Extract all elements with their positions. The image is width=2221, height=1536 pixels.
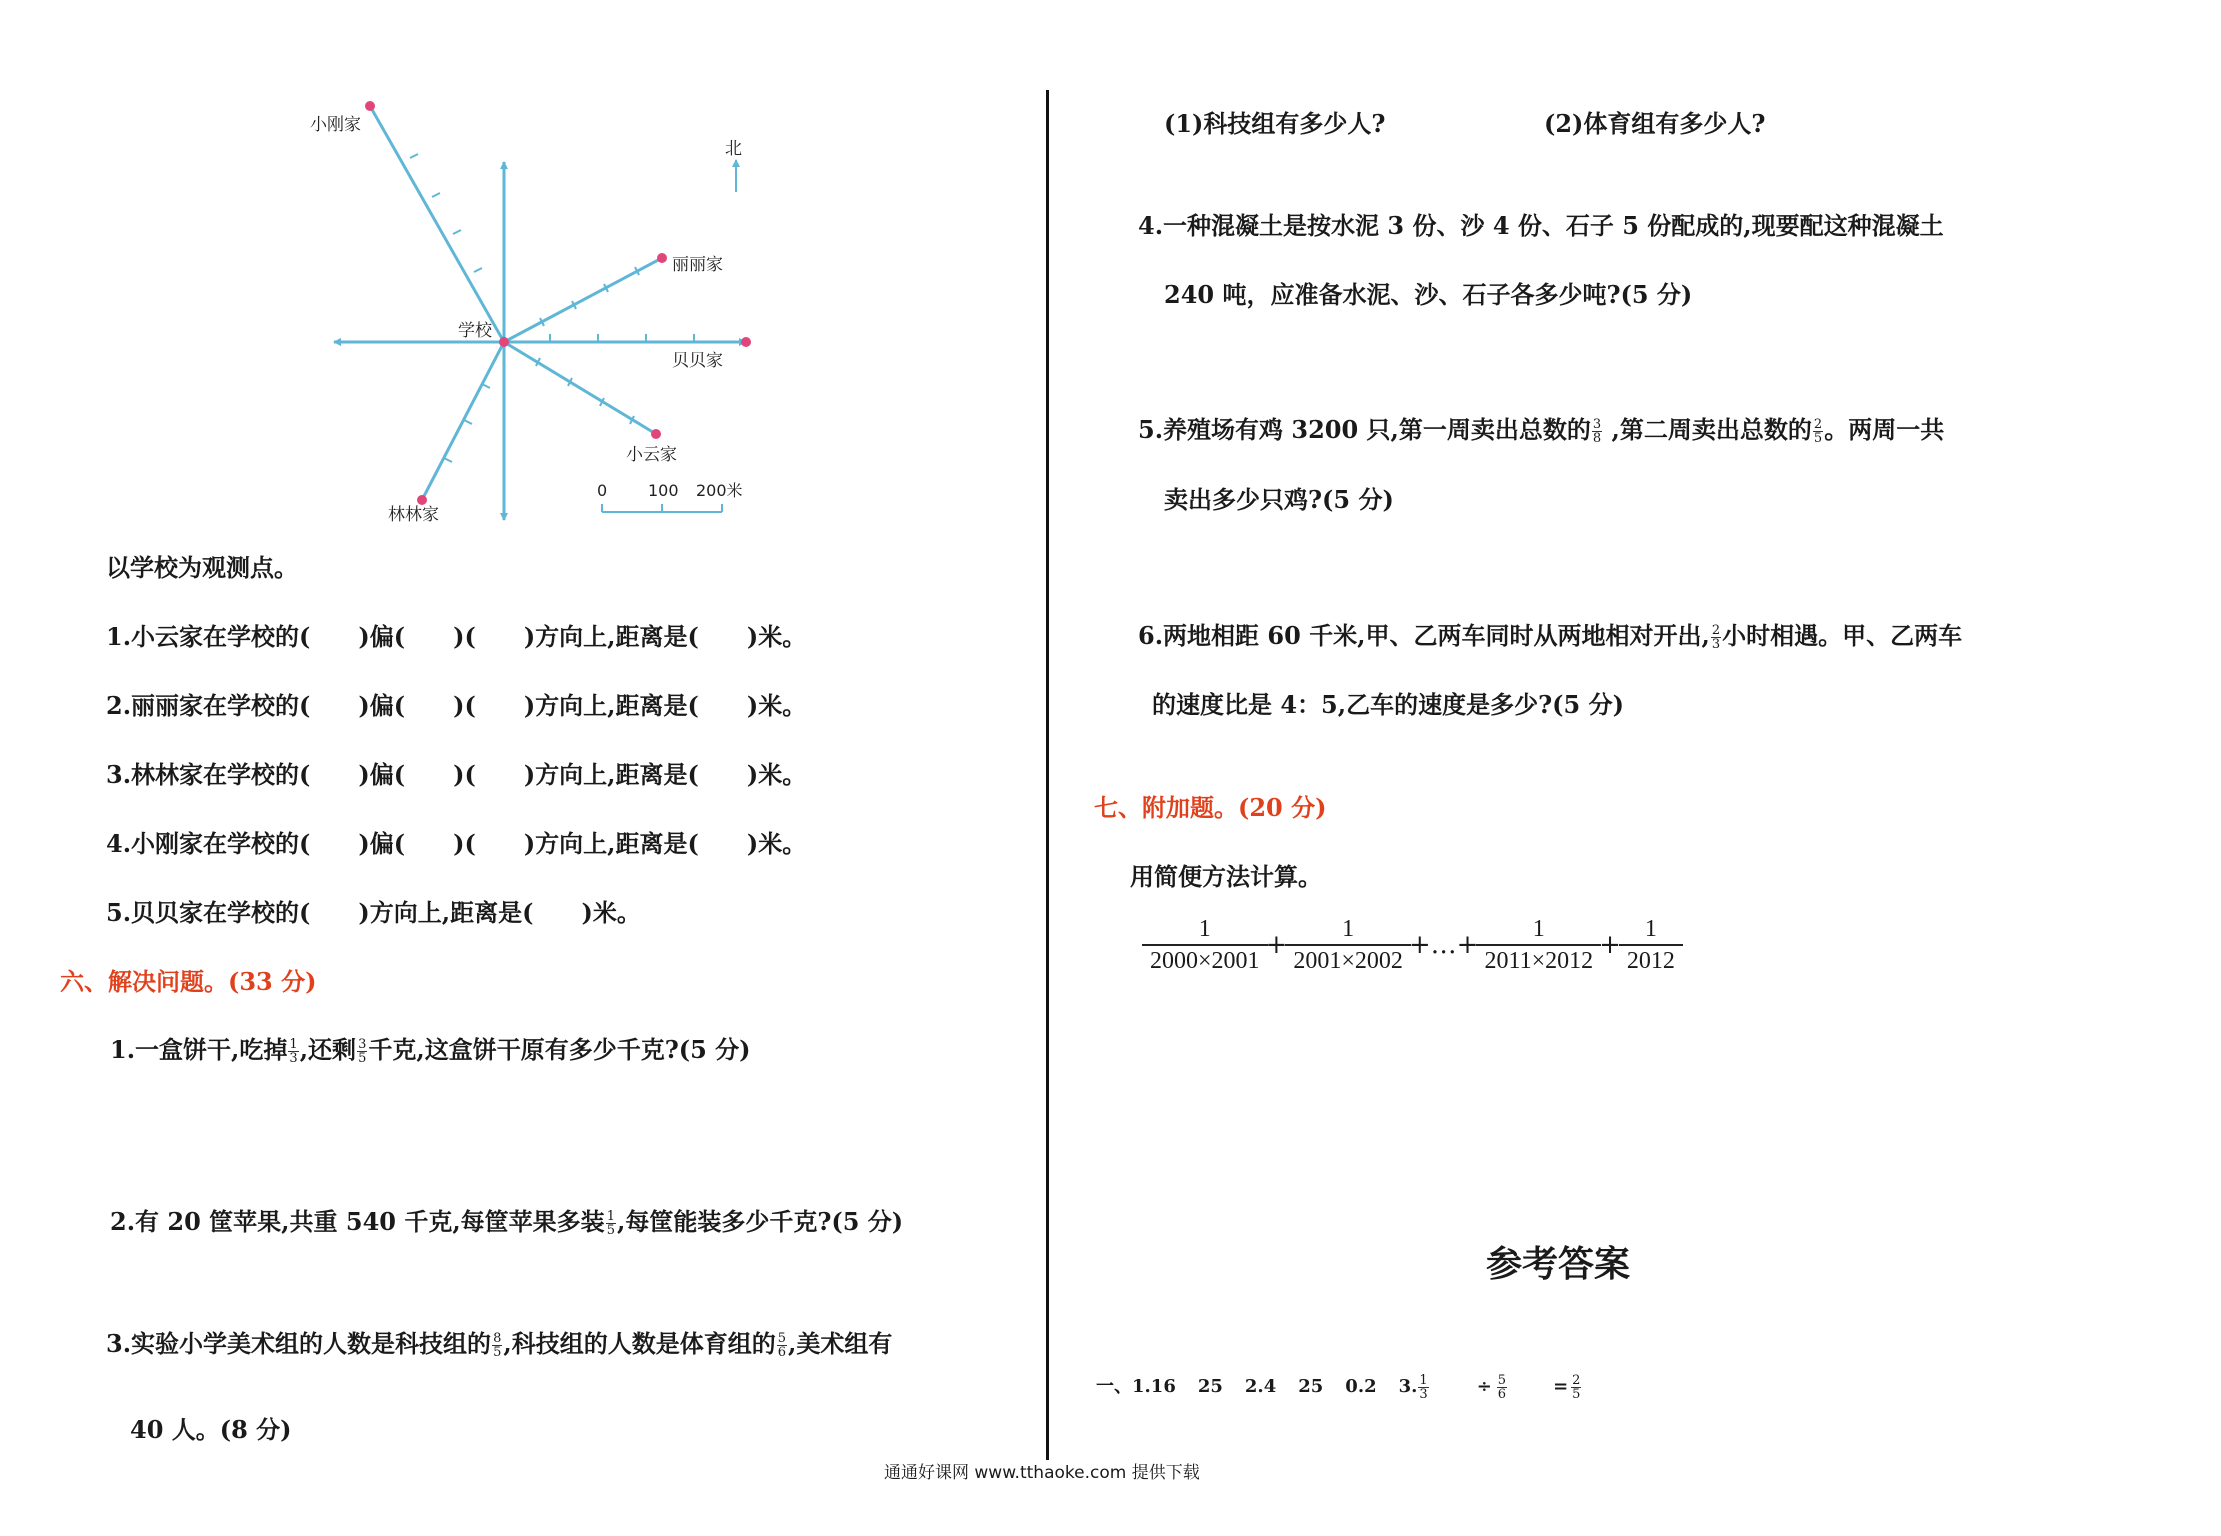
fraction: $\frac{2}{5}$ (1572, 1372, 1581, 1402)
point-linlin (417, 495, 427, 505)
point-beibei (741, 337, 751, 347)
term-2: $\frac{1}{2001\times 2002}$ (1289, 914, 1407, 976)
problem-1: 1.一盒饼干,吃掉 $\frac{1}{3}$ ,还剩 $\frac{3}{5}$ 千克,这盒饼干原有多少千克?(5 分) (110, 1035, 751, 1066)
problem-4: 4.一种混凝土是按水泥 3 份、沙 4 份、石子 5 份配成的,现要配这种混凝土 (1138, 211, 1944, 240)
label-lili: 丽丽家 (672, 255, 723, 275)
calc-expression: $\frac{1}{2000\times 2001}$ + $\frac{1}{2001\times 2002}$ +…+ $\frac{1}{2011\times 2012}$ + $\frac{1}{2012}$ (1146, 914, 1679, 976)
question-5-5: 5.贝贝家在学校的( )方向上,距离是( )米。 (106, 898, 641, 927)
point-school (499, 337, 509, 347)
problem-6: 6.两地相距 60 千米,甲、乙两车同时从两地相对开出, $\frac{2}{3}$ 小时相遇。甲、乙两车 (1138, 621, 1963, 652)
tick-marks (410, 154, 694, 462)
fraction: $\frac{5}{6}$ (1497, 1372, 1507, 1402)
question-5-1: 1.小云家在学校的( )偏( )( )方向上,距离是( )米。 (106, 622, 807, 651)
location-points (365, 101, 751, 505)
footer-text: 通通好课网 www.tthaoke.com 提供下载 (884, 1463, 1200, 1483)
problem-3-sub-2: (2)体育组有多少人? (1544, 109, 1766, 138)
point-xiaogang (365, 101, 375, 111)
problem-3: 3.实验小学美术组的人数是科技组的 $\frac{8}{5}$ ,科技组的人数是体育组的 $\frac{5}{6}$ ,美术组有 (106, 1329, 893, 1360)
section-6-heading: 六、解决问题。(33 分) (60, 967, 317, 996)
term-3: $\frac{1}{2011\times 2012}$ (1480, 914, 1597, 976)
map-axes (334, 106, 746, 520)
label-xiaogang: 小刚家 (310, 115, 361, 135)
label-linlin: 林林家 (388, 505, 439, 525)
term-4: $\frac{1}{2012}$ (1623, 914, 1679, 976)
fraction: $\frac{8}{5}$ (493, 1331, 502, 1360)
answer-line: 一、1.16 25 2.4 25 0.2 3. $\frac{1}{3}$ ÷ $\frac{5}{6}$ = $\frac{2}{5}$ (1096, 1372, 1625, 1401)
fraction: $\frac{1}{3}$ (289, 1037, 298, 1066)
direction-map (300, 80, 860, 550)
problem-3-sub-1: (1)科技组有多少人? (1164, 109, 1386, 138)
line-linlin (422, 342, 504, 500)
section-7-heading: 七、附加题。(20 分) (1094, 793, 1327, 822)
line-xiaoyun (504, 342, 656, 434)
problem-6-line-2: 的速度比是 4：5,乙车的速度是多少?(5 分) (1152, 690, 1624, 719)
point-lili (657, 253, 667, 263)
point-xiaoyun (651, 429, 661, 439)
scale-zero: 0 (597, 481, 608, 500)
fraction: $\frac{5}{6}$ (777, 1331, 786, 1360)
calc-intro: 用简便方法计算。 (1130, 862, 1322, 891)
label-school: 学校 (458, 321, 492, 341)
term-1: $\frac{1}{2000\times 2001}$ (1146, 914, 1264, 976)
problem-4-line-2: 240 吨，应准备水泥、沙、石子各多少吨?(5 分) (1164, 280, 1693, 309)
question-5-4: 4.小刚家在学校的( )偏( )( )方向上,距离是( )米。 (106, 829, 807, 858)
problem-3-line-2: 40 人。(8 分) (130, 1415, 292, 1444)
problem-5-line-2: 卖出多少只鸡?(5 分) (1164, 485, 1394, 514)
problem-2: 2.有 20 筐苹果,共重 540 千克,每筐苹果多装 $\frac{1}{5}$ ,每筐能装多少千克?(5 分) (110, 1207, 904, 1238)
question-5-2: 2.丽丽家在学校的( )偏( )( )方向上,距离是( )米。 (106, 691, 807, 720)
fraction: $\frac{1}{3}$ (1419, 1372, 1428, 1402)
scale-end: 200米 (696, 481, 743, 500)
label-north: 北 (725, 139, 742, 159)
fraction: $\frac{3}{8}$ (1592, 417, 1602, 446)
fraction: $\frac{1}{5}$ (606, 1209, 615, 1238)
scale-mid: 100 (648, 481, 679, 500)
question-5-3: 3.林林家在学校的( )偏( )( )方向上,距离是( )米。 (106, 760, 807, 789)
column-divider (1046, 90, 1049, 1460)
map-intro: 以学校为观测点。 (106, 553, 298, 582)
problem-5: 5.养殖场有鸡 3200 只,第一周卖出总数的 $\frac{3}{8}$ ,第二周卖出总数的 $\frac{2}{5}$ 。两周一共 (1138, 415, 1945, 446)
fraction: $\frac{3}{5}$ (358, 1037, 367, 1066)
scale-bar (602, 504, 722, 512)
line-xiaogang (370, 106, 504, 342)
fraction: $\frac{2}{3}$ (1711, 623, 1721, 652)
label-beibei: 贝贝家 (672, 351, 723, 371)
fraction: $\frac{2}{5}$ (1813, 417, 1823, 446)
line-lili (504, 258, 662, 342)
answer-title: 参考答案 (1486, 1244, 1631, 1285)
label-xiaoyun: 小云家 (626, 445, 677, 465)
